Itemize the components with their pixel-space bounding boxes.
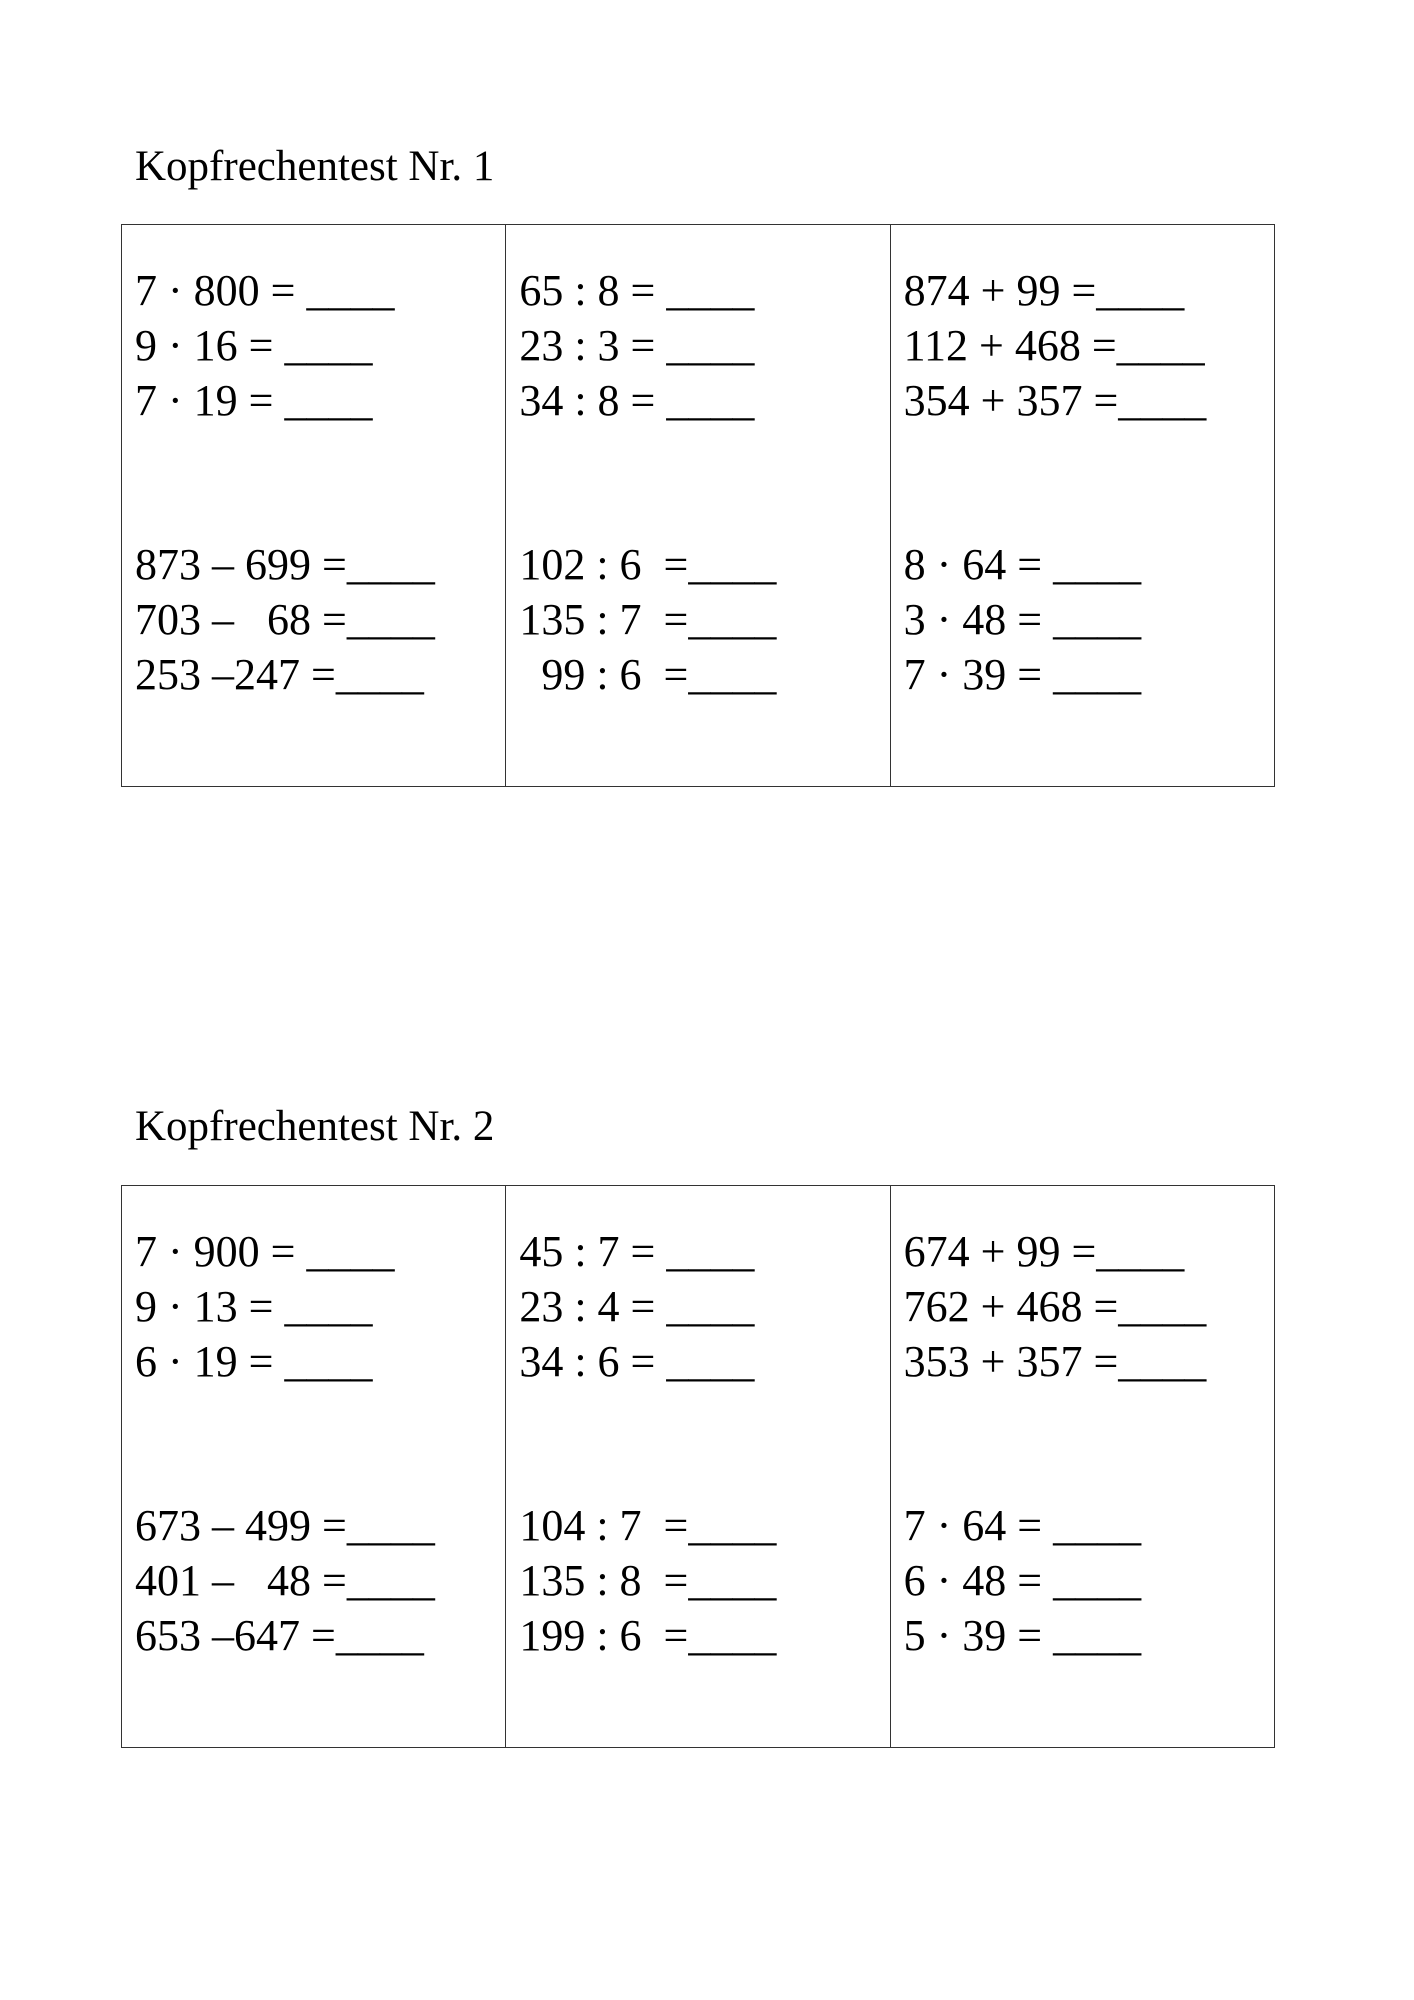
test-2-title: Kopfrechentest Nr. 2	[135, 1103, 495, 1150]
test-2-table	[121, 1185, 1275, 1748]
task-line: 6 · 19 = ____	[135, 1337, 373, 1386]
task-line: 102 : 6 =____	[519, 540, 777, 589]
task-line: 34 : 6 = ____	[519, 1337, 755, 1386]
task-line: 135 : 7 =____	[519, 595, 777, 644]
test-1-column-multiplication	[122, 225, 505, 786]
task-line: 9 · 13 = ____	[135, 1282, 373, 1331]
task-line: 353 + 357 =____	[903, 1337, 1207, 1386]
task-group-top	[519, 1224, 754, 1389]
task-line: 3 · 48 = ____	[903, 595, 1142, 644]
task-group-bottom	[904, 537, 1141, 702]
task-line: 401 – 48 =____	[135, 1556, 435, 1605]
task-group-top	[135, 1224, 394, 1389]
test-2-column-division	[505, 1186, 889, 1747]
task-line: 7 · 64 = ____	[903, 1501, 1142, 1550]
test-2-column-addition	[890, 1186, 1274, 1747]
task-group-bottom	[135, 1498, 435, 1663]
test-1-title: Kopfrechentest Nr. 1	[135, 143, 495, 190]
task-line: 762 + 468 =____	[903, 1282, 1207, 1331]
task-line: 7 · 39 = ____	[903, 650, 1142, 699]
test-1-table	[121, 224, 1275, 787]
task-line: 104 : 7 =____	[519, 1501, 777, 1550]
task-line: 873 – 699 =____	[135, 540, 435, 589]
task-line: 99 : 6 =____	[519, 650, 777, 699]
test-2-column-multiplication	[122, 1186, 505, 1747]
task-group-top	[904, 1224, 1207, 1389]
task-line: 253 –247 =____	[135, 650, 424, 699]
task-line: 8 · 64 = ____	[903, 540, 1142, 589]
task-group-bottom	[904, 1498, 1141, 1663]
task-line: 199 : 6 =____	[519, 1611, 777, 1660]
task-line: 65 : 8 = ____	[519, 266, 755, 315]
task-line: 23 : 3 = ____	[519, 321, 755, 370]
task-line: 5 · 39 = ____	[903, 1611, 1142, 1660]
task-group-top	[135, 263, 394, 428]
task-line: 673 – 499 =____	[135, 1501, 435, 1550]
task-line: 7 · 800 = ____	[135, 266, 395, 315]
task-line: 112 + 468 =____	[903, 321, 1205, 370]
task-group-bottom	[519, 1498, 776, 1663]
task-line: 34 : 8 = ____	[519, 376, 755, 425]
task-group-bottom	[519, 537, 776, 702]
task-line: 874 + 99 =____	[903, 266, 1185, 315]
test-1-column-addition	[890, 225, 1274, 786]
task-line: 7 · 19 = ____	[135, 376, 373, 425]
task-line: 135 : 8 =____	[519, 1556, 777, 1605]
task-line: 23 : 4 = ____	[519, 1282, 755, 1331]
task-group-bottom	[135, 537, 435, 702]
task-line: 6 · 48 = ____	[903, 1556, 1142, 1605]
task-line: 674 + 99 =____	[903, 1227, 1185, 1276]
task-line: 653 –647 =____	[135, 1611, 424, 1660]
task-line: 703 – 68 =____	[135, 595, 435, 644]
task-group-top	[904, 263, 1207, 428]
test-1-column-division	[505, 225, 889, 786]
task-line: 45 : 7 = ____	[519, 1227, 755, 1276]
task-line: 354 + 357 =____	[903, 376, 1207, 425]
task-line: 9 · 16 = ____	[135, 321, 373, 370]
task-group-top	[519, 263, 754, 428]
task-line: 7 · 900 = ____	[135, 1227, 395, 1276]
